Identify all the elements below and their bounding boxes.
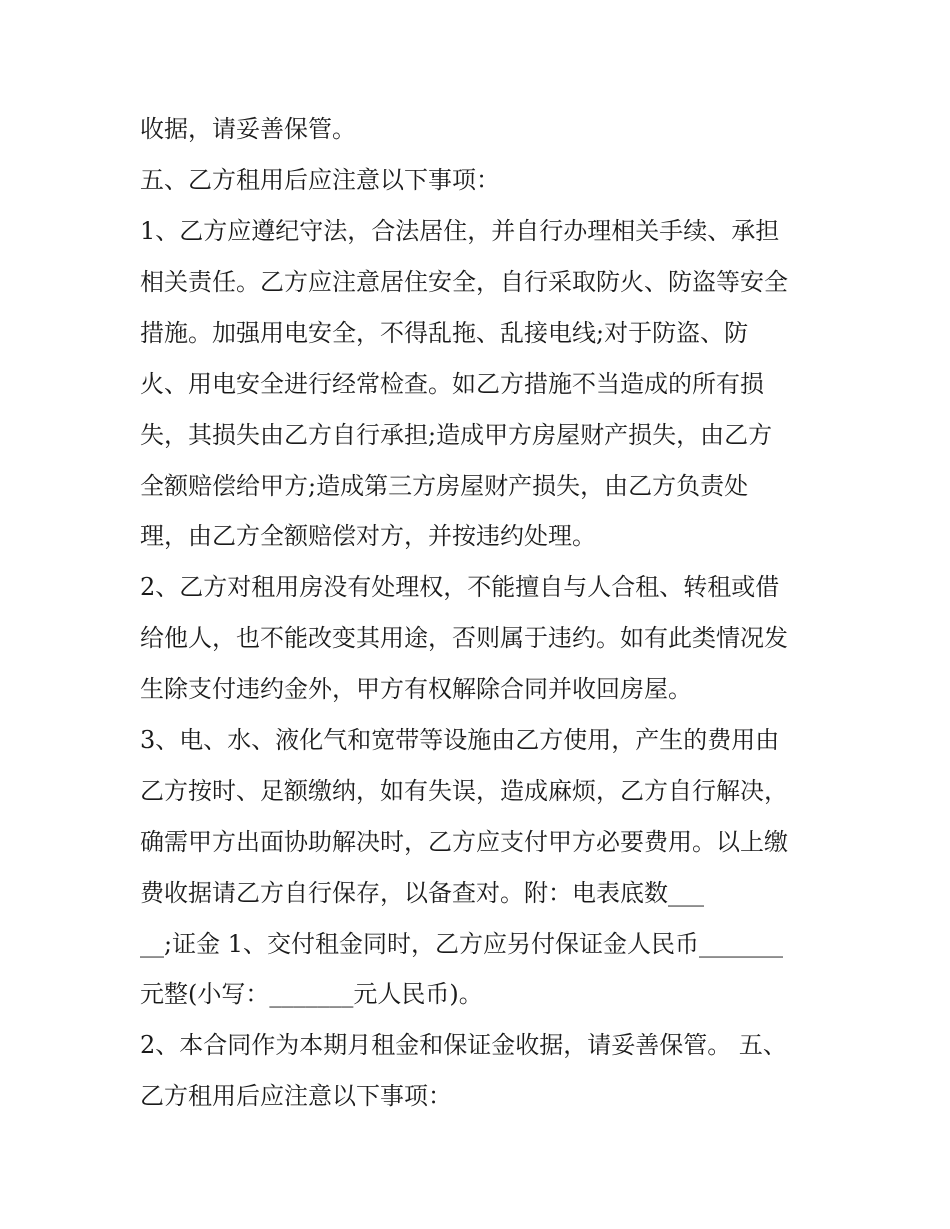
text-line: 乙方租用后应注意以下事项： xyxy=(140,1082,452,1110)
text-line: 费收据请乙方自行保存，以备查对。附：电表底数___ xyxy=(140,879,704,907)
text-line: __;证金 1、交付租金同时，乙方应另付保证金人民币_______ xyxy=(140,930,783,958)
text-line: 理，由乙方全额赔偿对方，并按违约处理。 xyxy=(140,522,596,550)
text-line: 给他人，也不能改变其用途，否则属于违约。如有此类情况发 xyxy=(140,624,788,652)
text-line: 确需甲方出面协助解决时，乙方应支付甲方必要费用。以上缴 xyxy=(140,828,788,856)
text-line: 元整(小写：_______元人民币)。 xyxy=(140,980,483,1008)
text-line: 乙方按时、足额缴纳，如有失误，造成麻烦，乙方自行解决， xyxy=(140,777,788,805)
text-line: 收据，请妥善保管。 xyxy=(140,115,356,143)
text-line: 全额赔偿给甲方;造成第三方房屋财产损失，由乙方负责处 xyxy=(140,472,749,500)
text-line: 五、乙方租用后应注意以下事项： xyxy=(140,166,500,194)
text-line: 措施。加强用电安全，不得乱拖、乱接电线;对于防盗、防 xyxy=(140,319,749,347)
text-line: 2、乙方对租用房没有处理权，不能擅自与人合租、转租或借 xyxy=(140,573,780,601)
text-line: 相关责任。乙方应注意居住安全，自行采取防火、防盗等安全 xyxy=(140,268,788,296)
text-line: 失，其损失由乙方自行承担;造成甲方房屋财产损失，由乙方 xyxy=(140,421,773,449)
text-line: 生除支付违约金外，甲方有权解除合同并收回房屋。 xyxy=(140,675,692,703)
text-line: 1、乙方应遵纪守法，合法居住，并自行办理相关手续、承担 xyxy=(140,217,780,245)
text-line: 火、用电安全进行经常检查。如乙方措施不当造成的所有损 xyxy=(140,370,764,398)
text-line: 3、电、水、液化气和宽带等设施由乙方使用，产生的费用由 xyxy=(140,726,780,754)
text-line: 2、本合同作为本期月租金和保证金收据，请妥善保管。 五、 xyxy=(140,1031,787,1059)
